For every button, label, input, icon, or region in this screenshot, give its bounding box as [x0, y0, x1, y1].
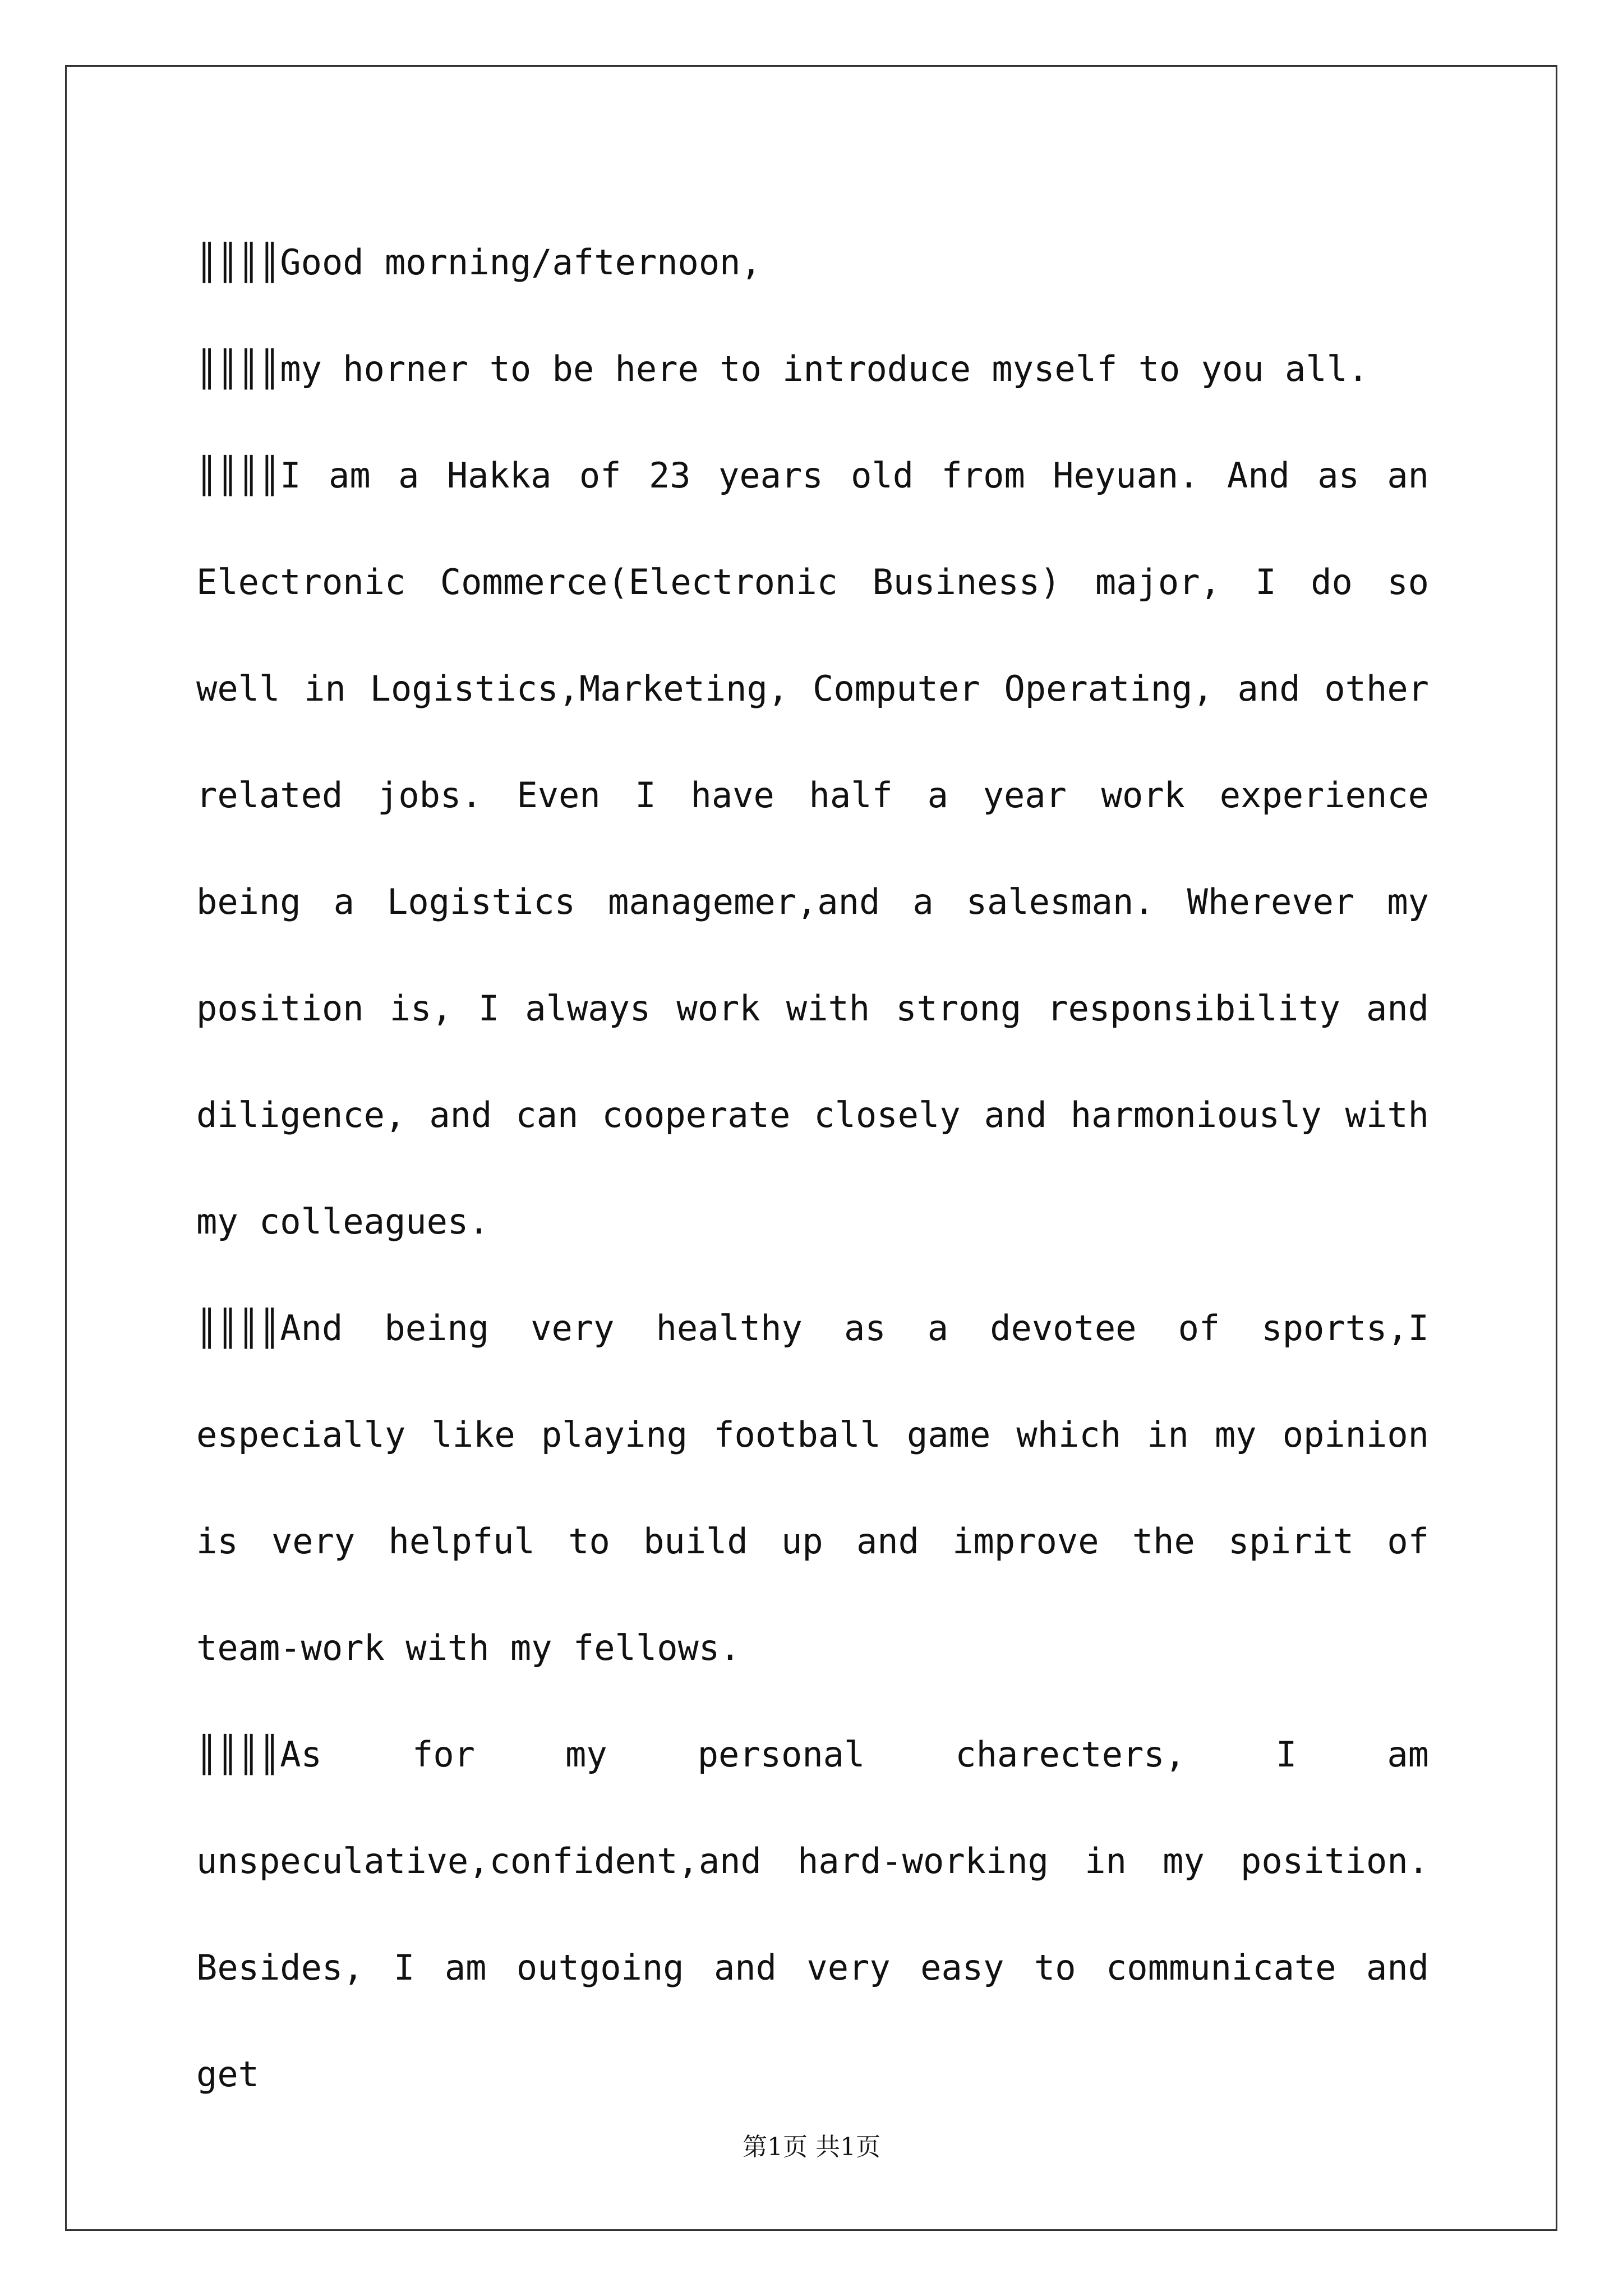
paragraph-background: ║║║║I am a Hakka of 23 years old from Heyuan. And as an Electronic Commerce(Electronic Business) major, I do so well in Logistics,Marketing, Computer Operating, and other related jobs. Even I have half a year work experience being a Logistics managemer,and a salesman. Wherever my position is, I always work with strong responsibility and diligence, and can cooperate closely and harmoniously with my colleagues. — [196, 455, 1429, 1242]
paragraph-character: ║║║║As for my personal charecters, I am unspeculative,confident,and hard-working in my position. Besides, I am outgoing and very easy to communicate and get — [196, 1734, 1429, 2095]
document-body — [196, 209, 1429, 2128]
paragraph-greeting: ║║║║Good morning/afternoon, — [196, 242, 762, 283]
paragraph-intro: ║║║║my horner to be here to introduce myself to you all. — [196, 348, 1369, 389]
page-number-footer: 第1页 共1页 — [743, 2133, 880, 2161]
paragraph-sports: ║║║║And being very healthy as a devotee of sports,I especially like playing football game which in my opinion is very helpful to build up and improve the spirit of team-work with my fellows. — [196, 1308, 1429, 1668]
